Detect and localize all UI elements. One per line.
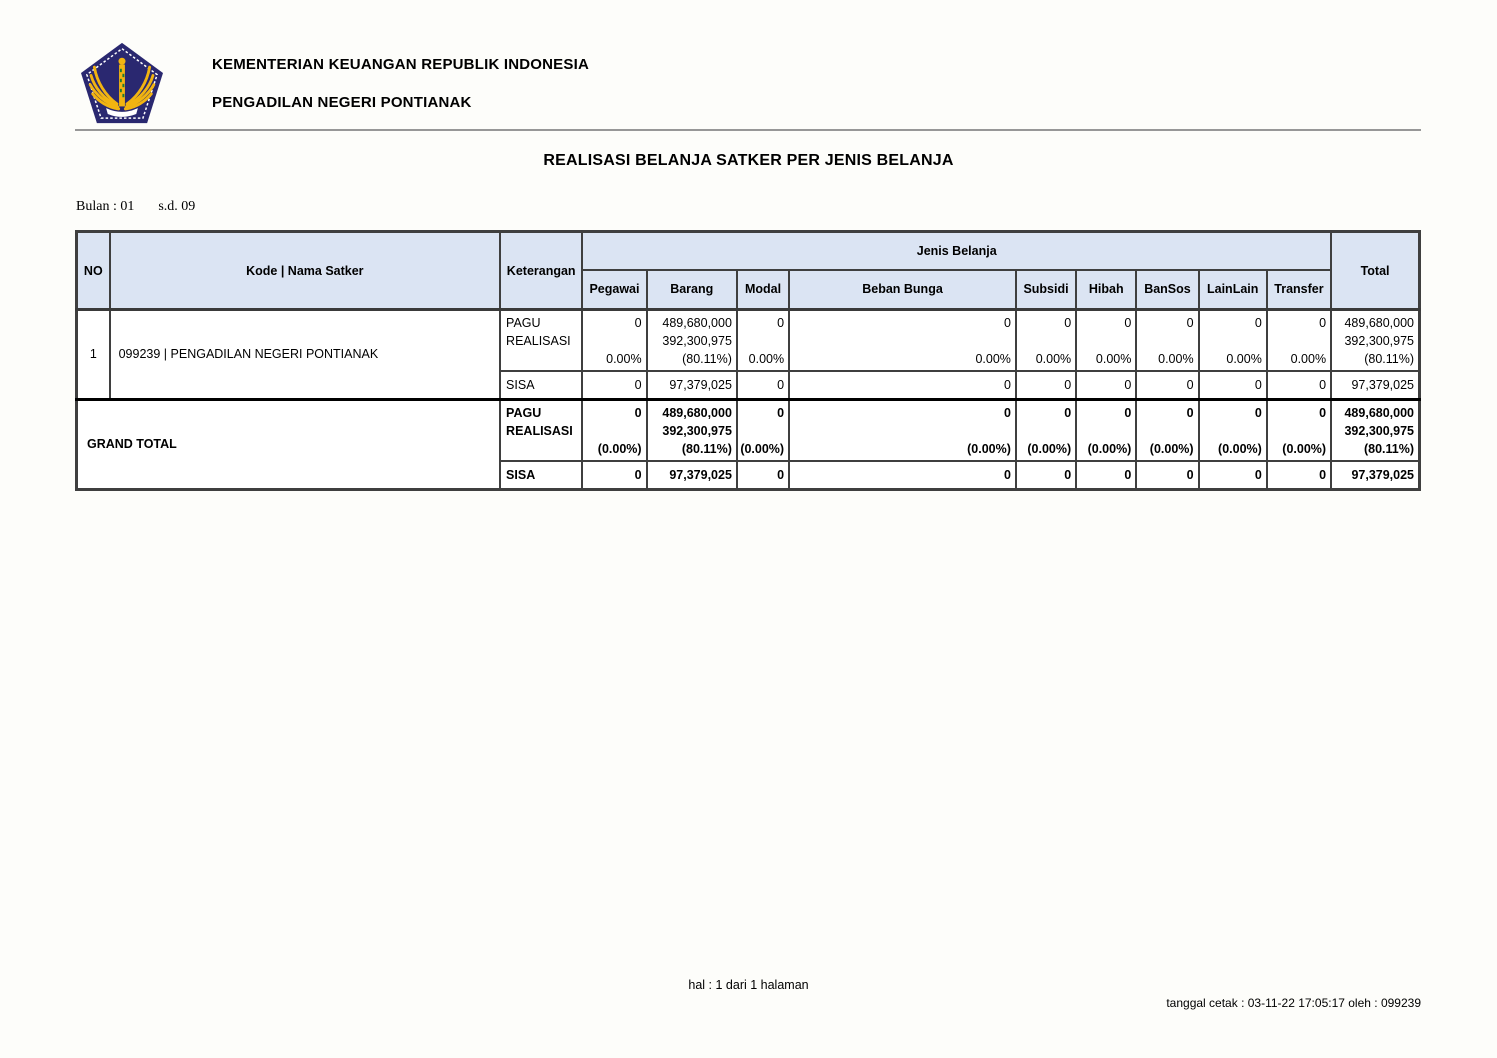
- cell-grand-pagu-lainlain: 0 (0.00%): [1199, 399, 1267, 461]
- cell-grand-pagu-beban-bunga: 0 (0.00%): [789, 399, 1016, 461]
- cell-grand-sisa-hibah: 0: [1076, 461, 1136, 489]
- cell-sisa-transfer: 0: [1267, 371, 1331, 399]
- cell-pagu-pegawai: 0 0.00%: [582, 310, 646, 372]
- realisasi-table: [75, 230, 1421, 491]
- col-header-subsidi: Subsidi: [1016, 270, 1076, 310]
- cell-grand-sisa-barang: 97,379,025: [647, 461, 737, 489]
- cell-sisa-hibah: 0: [1076, 371, 1136, 399]
- cell-grand-pagu-hibah: 0 (0.00%): [1076, 399, 1136, 461]
- cell-pagu-hibah: 0 0.00%: [1076, 310, 1136, 372]
- cell-grand-pagu-subsidi: 0 (0.00%): [1016, 399, 1076, 461]
- cell-grand-sisa-lainlain: 0: [1199, 461, 1267, 489]
- col-header-no: NO: [77, 232, 110, 310]
- col-header-transfer: Transfer: [1267, 270, 1331, 310]
- cell-grand-pagu-bansos: 0 (0.00%): [1136, 399, 1198, 461]
- cell-pagu-barang: 489,680,000 392,300,975 (80.11%): [647, 310, 737, 372]
- col-header-beban-bunga: Beban Bunga: [789, 270, 1016, 310]
- cell-pagu-beban-bunga: 0 0.00%: [789, 310, 1016, 372]
- cell-satker-name: 099239 | PENGADILAN NEGERI PONTIANAK: [110, 310, 500, 400]
- col-header-modal: Modal: [737, 270, 789, 310]
- col-header-keterangan: Keterangan: [500, 232, 582, 310]
- office-name: PENGADILAN NEGERI PONTIANAK: [212, 94, 472, 111]
- cell-grand-sisa-subsidi: 0: [1016, 461, 1076, 489]
- cell-keterangan-pagu-realisasi: [500, 310, 582, 372]
- col-header-barang: Barang: [647, 270, 737, 310]
- cell-grand-sisa-pegawai: 0: [582, 461, 646, 489]
- cell-grand-pagu-barang: 489,680,000 392,300,975 (80.11%): [647, 399, 737, 461]
- cell-grand-sisa-transfer: 0: [1267, 461, 1331, 489]
- cell-sisa-subsidi: 0: [1016, 371, 1076, 399]
- cell-grand-keterangan-pagu-realisasi: [500, 399, 582, 461]
- pagu-label: PAGU: [506, 316, 541, 330]
- col-header-jenis-belanja: Jenis Belanja: [582, 232, 1331, 270]
- cell-grand-sisa-bansos: 0: [1136, 461, 1198, 489]
- cell-sisa-barang: 97,379,025: [647, 371, 737, 399]
- col-header-total: Total: [1331, 232, 1419, 310]
- cell-pagu-bansos: 0 0.00%: [1136, 310, 1198, 372]
- cell-pagu-subsidi: 0 0.00%: [1016, 310, 1076, 372]
- logo-shaft: [118, 58, 125, 107]
- cell-grand-sisa-total: 97,379,025: [1331, 461, 1419, 489]
- page-number-info: hal : 1 dari 1 halaman: [688, 978, 809, 992]
- ministry-name: KEMENTERIAN KEUANGAN REPUBLIK INDONESIA: [212, 56, 589, 73]
- cell-sisa-total: 97,379,025: [1331, 371, 1419, 399]
- period-label: Bulan : 01: [76, 199, 135, 214]
- grand-pagu-label: PAGU: [506, 405, 542, 420]
- cell-pagu-modal: 0 0.00%: [737, 310, 789, 372]
- grand-realisasi-label: REALISASI: [506, 423, 573, 438]
- cell-grand-sisa-beban-bunga: 0: [789, 461, 1016, 489]
- letterhead-divider: [75, 129, 1421, 131]
- table-row-satker-pagu: [77, 310, 1420, 372]
- cell-sisa-beban-bunga: 0: [789, 371, 1016, 399]
- col-header-lainlain: LainLain: [1199, 270, 1267, 310]
- cell-sisa-pegawai: 0: [582, 371, 646, 399]
- cell-grand-pagu-modal: 0 (0.00%): [737, 399, 789, 461]
- cell-row-number: 1: [77, 310, 110, 400]
- cell-sisa-bansos: 0: [1136, 371, 1198, 399]
- cell-grand-pagu-total: 489,680,000 392,300,975 (80.11%): [1331, 399, 1419, 461]
- print-timestamp-info: tanggal cetak : 03-11-22 17:05:17 oleh : 099239: [1166, 996, 1421, 1010]
- table-row-grand-total-pagu: [77, 399, 1420, 461]
- cell-keterangan-sisa: SISA: [500, 371, 582, 399]
- period-range: s.d. 09: [158, 199, 196, 214]
- col-header-bansos: BanSos: [1136, 270, 1198, 310]
- cell-sisa-modal: 0: [737, 371, 789, 399]
- cell-grand-pagu-transfer: 0 (0.00%): [1267, 399, 1331, 461]
- kemenkeu-logo: [80, 42, 164, 124]
- cell-grand-total-label: GRAND TOTAL: [77, 399, 501, 489]
- col-header-hibah: Hibah: [1076, 270, 1136, 310]
- cell-sisa-lainlain: 0: [1199, 371, 1267, 399]
- report-table-wrapper: [75, 230, 1421, 491]
- cell-pagu-transfer: 0 0.00%: [1267, 310, 1331, 372]
- cell-grand-sisa-modal: 0: [737, 461, 789, 489]
- cell-grand-pagu-pegawai: 0 (0.00%): [582, 399, 646, 461]
- report-title: REALISASI BELANJA SATKER PER JENIS BELANJA: [543, 152, 954, 169]
- realisasi-label: REALISASI: [506, 334, 571, 348]
- col-header-pegawai: Pegawai: [582, 270, 646, 310]
- col-header-kode-nama-satker: Kode | Nama Satker: [110, 232, 500, 310]
- cell-pagu-lainlain: 0 0.00%: [1199, 310, 1267, 372]
- cell-pagu-total: 489,680,000 392,300,975 (80.11%): [1331, 310, 1419, 372]
- period-line: [76, 199, 195, 215]
- cell-grand-keterangan-sisa: SISA: [500, 461, 582, 489]
